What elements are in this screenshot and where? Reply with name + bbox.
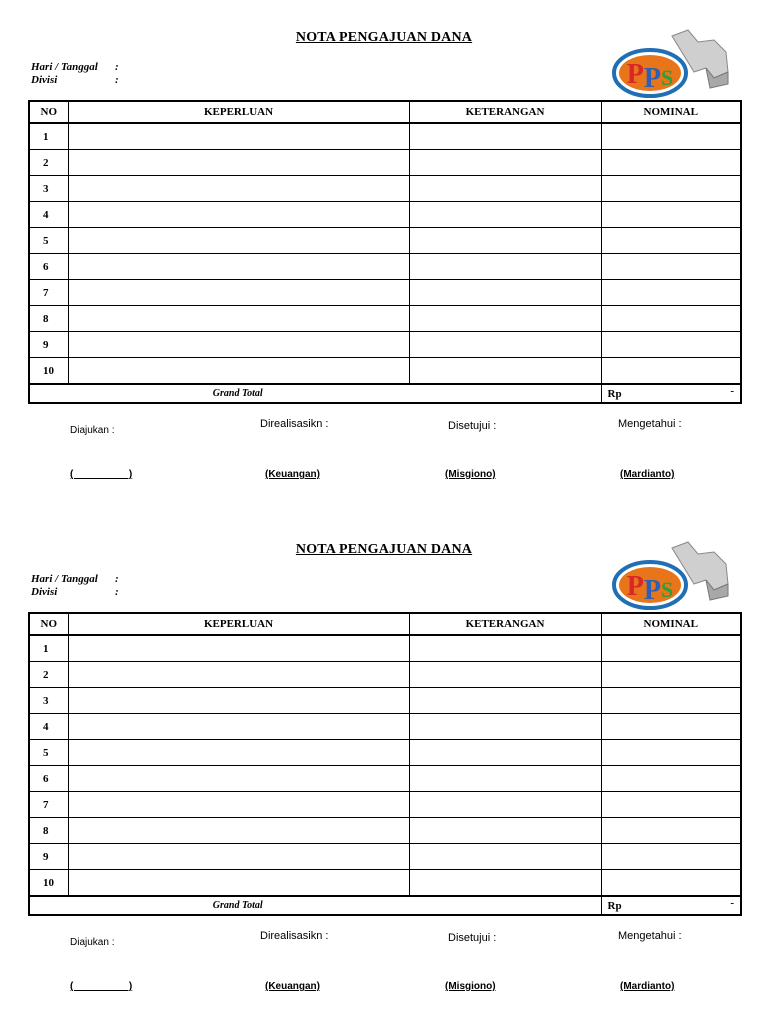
mengetahui-label: Mengetahui : xyxy=(618,930,682,942)
keperluan-cell[interactable] xyxy=(68,306,409,332)
keterangan-cell[interactable] xyxy=(409,662,601,688)
table-row xyxy=(29,766,741,792)
logo-letter-s: S xyxy=(660,65,674,90)
mardianto-signatory: (Mardianto) xyxy=(620,981,675,992)
keterangan-cell[interactable] xyxy=(409,254,601,280)
header-keterangan: KETERANGAN xyxy=(409,613,601,635)
logo-letter-p1: P xyxy=(626,59,644,90)
table-row xyxy=(29,306,741,332)
nominal-cell[interactable] xyxy=(601,202,741,228)
row-number: 9 xyxy=(29,332,68,358)
table-body xyxy=(29,123,741,384)
keperluan-cell[interactable] xyxy=(68,332,409,358)
nominal-cell[interactable] xyxy=(601,254,741,280)
nominal-cell[interactable] xyxy=(601,176,741,202)
keperluan-cell[interactable] xyxy=(68,635,409,662)
row-number: 3 xyxy=(29,688,68,714)
grand-total-row xyxy=(29,384,741,403)
keperluan-cell[interactable] xyxy=(68,662,409,688)
nominal-cell[interactable] xyxy=(601,688,741,714)
keterangan-cell[interactable] xyxy=(409,688,601,714)
row-number: 10 xyxy=(29,870,68,897)
nominal-cell[interactable] xyxy=(601,123,741,150)
form-title: NOTA PENGAJUAN DANA xyxy=(295,30,473,45)
keterangan-cell[interactable] xyxy=(409,150,601,176)
table-row xyxy=(29,358,741,385)
keperluan-cell[interactable] xyxy=(68,280,409,306)
table-body xyxy=(29,635,741,896)
table-row xyxy=(29,792,741,818)
keterangan-cell[interactable] xyxy=(409,714,601,740)
row-number: 1 xyxy=(29,123,68,150)
table-row xyxy=(29,176,741,202)
grand-total-row xyxy=(29,896,741,915)
hari-tanggal-colon: : xyxy=(115,61,119,73)
nominal-cell[interactable] xyxy=(601,358,741,385)
header-nominal: NOMINAL xyxy=(601,101,741,123)
row-number: 8 xyxy=(29,306,68,332)
keperluan-cell[interactable] xyxy=(68,358,409,385)
keperluan-cell[interactable] xyxy=(68,202,409,228)
table-row xyxy=(29,280,741,306)
direalisasikan-label: Direalisasikn : xyxy=(260,418,329,430)
nominal-cell[interactable] xyxy=(601,818,741,844)
table-row xyxy=(29,332,741,358)
hari-tanggal-label: Hari / Tanggal xyxy=(31,573,98,585)
table-header-row xyxy=(29,613,741,635)
row-number: 2 xyxy=(29,150,68,176)
logo-letter-p2: P xyxy=(643,63,661,94)
keperluan-cell[interactable] xyxy=(68,818,409,844)
total-amount: - xyxy=(730,897,734,909)
divisi-field xyxy=(31,74,119,86)
expense-table xyxy=(28,100,742,404)
table-row xyxy=(29,870,741,897)
row-number: 3 xyxy=(29,176,68,202)
nominal-cell[interactable] xyxy=(601,635,741,662)
nominal-cell[interactable] xyxy=(601,792,741,818)
pps-logo xyxy=(610,28,730,100)
keterangan-cell[interactable] xyxy=(409,766,601,792)
direalisasikan-label: Direalisasikn : xyxy=(260,930,329,942)
diajukan-signatory: ( ) xyxy=(70,469,133,480)
header-keperluan: KEPERLUAN xyxy=(68,101,409,123)
nominal-cell[interactable] xyxy=(601,228,741,254)
grand-total-value[interactable] xyxy=(601,896,741,915)
keterangan-cell[interactable] xyxy=(409,870,601,897)
row-number: 6 xyxy=(29,766,68,792)
divisi-label: Divisi xyxy=(31,74,58,86)
keperluan-cell[interactable] xyxy=(68,176,409,202)
keterangan-cell[interactable] xyxy=(409,123,601,150)
currency-label: Rp xyxy=(607,387,622,400)
row-number: 4 xyxy=(29,202,68,228)
disetujui-label: Disetujui : xyxy=(448,420,497,432)
nominal-cell[interactable] xyxy=(601,280,741,306)
table-row xyxy=(29,714,741,740)
table-row xyxy=(29,818,741,844)
keterangan-cell[interactable] xyxy=(409,818,601,844)
hari-tanggal-field xyxy=(31,573,119,585)
mardianto-signatory: (Mardianto) xyxy=(620,469,675,480)
table-row xyxy=(29,123,741,150)
keterangan-cell[interactable] xyxy=(409,792,601,818)
logo-letter-p2: P xyxy=(643,575,661,606)
keperluan-cell[interactable] xyxy=(68,714,409,740)
keterangan-cell[interactable] xyxy=(409,740,601,766)
keperluan-cell[interactable] xyxy=(68,792,409,818)
keperluan-cell[interactable] xyxy=(68,740,409,766)
diajukan-label: Diajukan : xyxy=(70,937,115,948)
logo-letter-p1: P xyxy=(626,571,644,602)
keperluan-cell[interactable] xyxy=(68,150,409,176)
row-number: 8 xyxy=(29,818,68,844)
keperluan-cell[interactable] xyxy=(68,688,409,714)
expense-table xyxy=(28,612,742,916)
keuangan-signatory: (Keuangan) xyxy=(265,469,320,480)
currency-label: Rp xyxy=(607,899,622,912)
divisi-colon: : xyxy=(115,586,119,598)
keterangan-cell[interactable] xyxy=(409,228,601,254)
misgiono-signatory: (Misgiono) xyxy=(445,469,496,480)
table-row xyxy=(29,202,741,228)
logo-letters xyxy=(627,59,673,94)
logo-letter-s: S xyxy=(660,577,674,602)
nominal-cell[interactable] xyxy=(601,332,741,358)
row-number: 7 xyxy=(29,792,68,818)
disetujui-label: Disetujui : xyxy=(448,932,497,944)
table-row xyxy=(29,228,741,254)
row-number: 6 xyxy=(29,254,68,280)
diajukan-label: Diajukan : xyxy=(70,425,115,436)
row-number: 2 xyxy=(29,662,68,688)
total-amount: - xyxy=(730,385,734,397)
divisi-colon: : xyxy=(115,74,119,86)
header-nominal: NOMINAL xyxy=(601,613,741,635)
keterangan-cell[interactable] xyxy=(409,176,601,202)
table-row xyxy=(29,635,741,662)
keuangan-signatory: (Keuangan) xyxy=(265,981,320,992)
mengetahui-label: Mengetahui : xyxy=(618,418,682,430)
grand-total-label: Grand Total xyxy=(29,896,601,915)
nominal-cell[interactable] xyxy=(601,662,741,688)
form-title: NOTA PENGAJUAN DANA xyxy=(295,542,473,557)
grand-total-value[interactable] xyxy=(601,384,741,403)
table-row xyxy=(29,150,741,176)
row-number: 4 xyxy=(29,714,68,740)
nominal-cell[interactable] xyxy=(601,844,741,870)
hari-tanggal-label: Hari / Tanggal xyxy=(31,61,98,73)
table-row xyxy=(29,254,741,280)
keperluan-cell[interactable] xyxy=(68,254,409,280)
nominal-cell[interactable] xyxy=(601,150,741,176)
divisi-field xyxy=(31,586,119,598)
header-keterangan: KETERANGAN xyxy=(409,101,601,123)
keperluan-cell[interactable] xyxy=(68,844,409,870)
nominal-cell[interactable] xyxy=(601,306,741,332)
nominal-cell[interactable] xyxy=(601,766,741,792)
nominal-cell[interactable] xyxy=(601,870,741,897)
form-section xyxy=(0,512,768,1024)
keterangan-cell[interactable] xyxy=(409,306,601,332)
table-row xyxy=(29,688,741,714)
keperluan-cell[interactable] xyxy=(68,123,409,150)
row-number: 9 xyxy=(29,844,68,870)
header-no: NO xyxy=(29,613,68,635)
nominal-cell[interactable] xyxy=(601,714,741,740)
row-number: 7 xyxy=(29,280,68,306)
keperluan-cell[interactable] xyxy=(68,870,409,897)
table-row xyxy=(29,844,741,870)
table-row xyxy=(29,740,741,766)
row-number: 5 xyxy=(29,740,68,766)
diajukan-signatory: ( ) xyxy=(70,981,133,992)
keterangan-cell[interactable] xyxy=(409,202,601,228)
grand-total-label: Grand Total xyxy=(29,384,601,403)
keperluan-cell[interactable] xyxy=(68,766,409,792)
hari-tanggal-field xyxy=(31,61,119,73)
hari-tanggal-colon: : xyxy=(115,573,119,585)
keterangan-cell[interactable] xyxy=(409,358,601,385)
table-row xyxy=(29,662,741,688)
nominal-cell[interactable] xyxy=(601,740,741,766)
keterangan-cell[interactable] xyxy=(409,635,601,662)
pps-logo xyxy=(610,540,730,612)
keperluan-cell[interactable] xyxy=(68,228,409,254)
row-number: 10 xyxy=(29,358,68,385)
misgiono-signatory: (Misgiono) xyxy=(445,981,496,992)
header-keperluan: KEPERLUAN xyxy=(68,613,409,635)
row-number: 5 xyxy=(29,228,68,254)
divisi-label: Divisi xyxy=(31,586,58,598)
logo-letters xyxy=(627,571,673,606)
header-no: NO xyxy=(29,101,68,123)
row-number: 1 xyxy=(29,635,68,662)
keterangan-cell[interactable] xyxy=(409,844,601,870)
table-header-row xyxy=(29,101,741,123)
keterangan-cell[interactable] xyxy=(409,280,601,306)
keterangan-cell[interactable] xyxy=(409,332,601,358)
